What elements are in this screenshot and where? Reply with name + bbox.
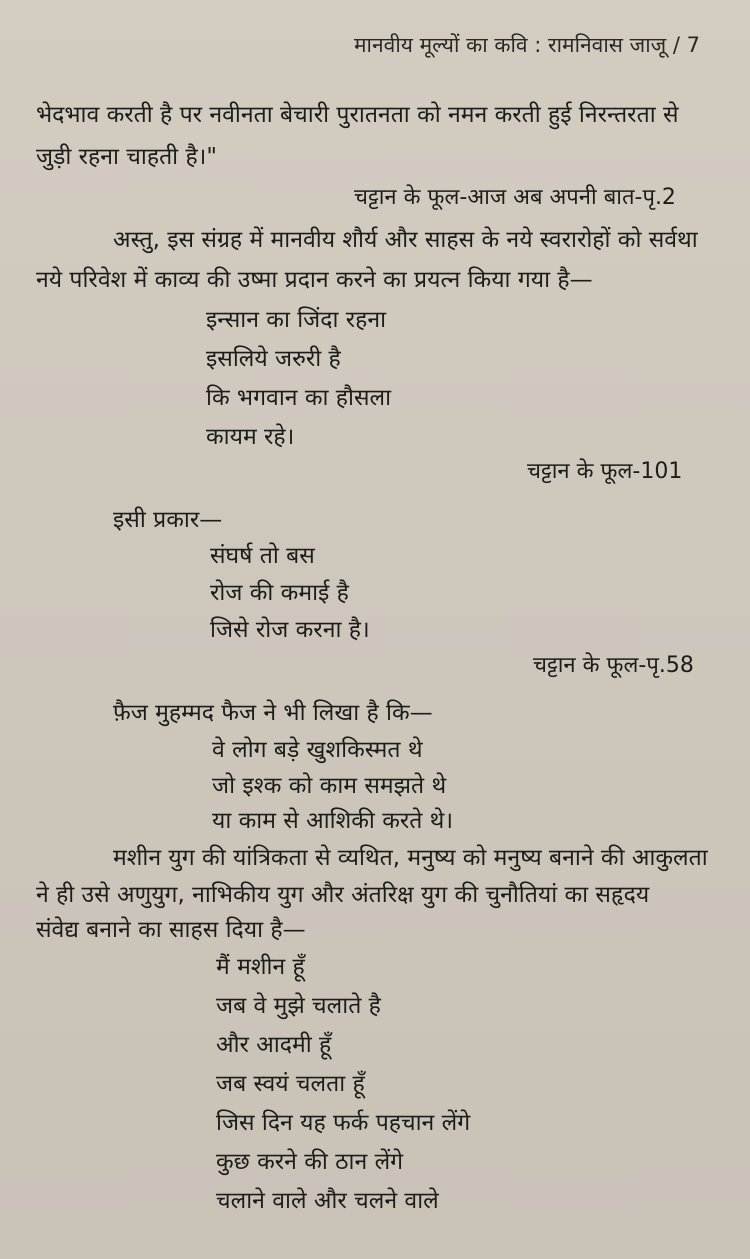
paragraph-line: ने ही उसे अणुयुग, नाभिकीय युग और अंतरिक्ष युग की चुनौतियां का सहृदय <box>36 882 650 908</box>
paragraph-line: संवेद्य बनाने का साहस दिया है— <box>36 917 306 943</box>
verse-line: वे लोग बड़े खुशकिस्मत थे <box>212 737 423 763</box>
citation: चट्टान के फूल-101 <box>527 459 683 484</box>
paragraph-line: अस्तु, इस संग्रह में मानवीय शौर्य और साहस के नये स्वरारोहों को सर्वथा <box>113 227 698 253</box>
paragraph-line: फ़ैज मुहम्मद फैज ने भी लिखा है कि— <box>113 700 433 726</box>
verse-line: जो इश्क को काम समझते थे <box>212 773 447 799</box>
verse-line: इसलिये जरुरी है <box>206 346 341 372</box>
paragraph-line: जुड़ी रहना चाहती है।" <box>36 144 217 170</box>
verse-line: जब स्वयं चलता हूँ <box>216 1071 365 1097</box>
verse-line: चलाने वाले और चलने वाले <box>216 1188 439 1214</box>
paragraph-line: नये परिवेश में काव्य की उष्मा प्रदान करने का प्रयत्न किया गया है— <box>36 267 593 293</box>
verse-line: इन्सान का जिंदा रहना <box>206 307 387 333</box>
paragraph-line: मशीन युग की यांत्रिकता से व्यथित, मनुष्य को मनुष्य बनाने की आकुलता <box>113 845 708 871</box>
verse-line: या काम से आशिकी करते थे। <box>212 808 454 834</box>
verse-line: और आदमी हूँ <box>216 1032 332 1058</box>
verse-line: रोज की कमाई है <box>210 580 349 606</box>
verse-line: कायम रहे। <box>206 424 295 450</box>
verse-line: जब वे मुझे चलाते है <box>216 993 381 1019</box>
paragraph-line: भेदभाव करती है पर नवीनता बेचारी पुरातनता को नमन करती हुई निरन्तरता से <box>36 102 679 128</box>
verse-line: मैं मशीन हूँ <box>216 954 305 980</box>
citation: चट्टान के फूल-आज अब अपनी बात-पृ.2 <box>354 185 676 210</box>
verse-line: जिस दिन यह फर्क पहचान लेंगे <box>216 1110 471 1136</box>
verse-line: संघर्ष तो बस <box>210 543 315 569</box>
verse-line: जिसे रोज करना है। <box>210 617 370 643</box>
verse-line: कि भगवान का हौसला <box>206 385 392 411</box>
citation: चट्टान के फूल-पृ.58 <box>533 653 694 678</box>
running-header: मानवीय मूल्यों का कवि : रामनिवास जाजू / 7 <box>354 33 701 57</box>
paragraph-line: इसी प्रकार— <box>113 507 223 533</box>
verse-line: कुछ करने की ठान लेंगे <box>216 1149 404 1175</box>
